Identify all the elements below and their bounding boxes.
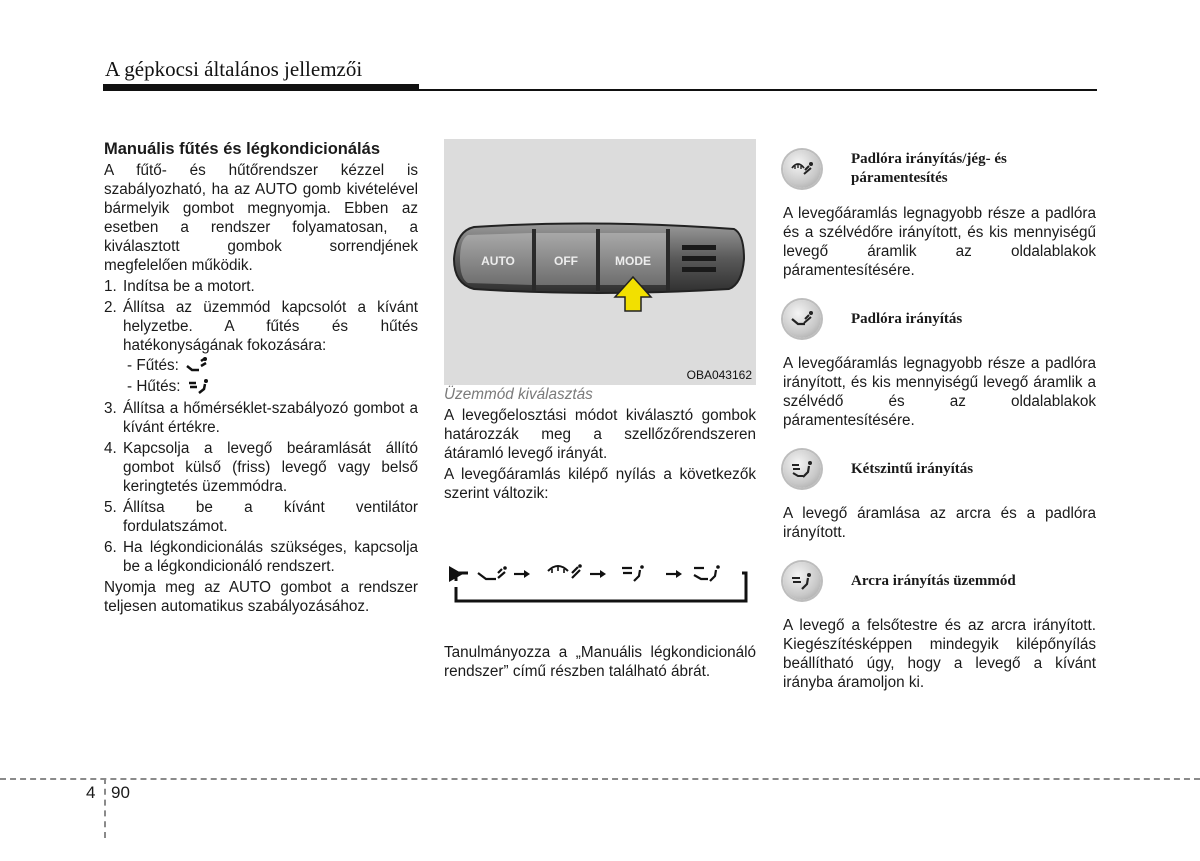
face-vent-icon (187, 378, 211, 396)
outro-paragraph: Nyomja meg az AUTO gombot a rendszer teljesen automatikus szabályozásához. (104, 579, 418, 615)
column-mode-descriptions (783, 148, 1096, 700)
off-button-label: OFF (554, 254, 578, 268)
list-item (104, 498, 418, 536)
list-item (104, 298, 418, 397)
section-title: Manuális fűtés és légkondicionálás (104, 140, 380, 158)
step-text: Indítsa be a motort. (123, 278, 255, 295)
floor-mode-icon (783, 300, 821, 338)
mode-button-illustration (444, 139, 756, 385)
header-rule-thin (419, 89, 1097, 91)
column-manual-heating (104, 138, 418, 618)
face-mode-icon (783, 562, 821, 600)
step-text: Kapcsolja a levegő beáramlását állító gombot külső (friss) levegő vagy belső keringtetés üzemmódra. (123, 440, 418, 495)
mode-header (783, 560, 1096, 602)
footer-vertical-divider (104, 778, 106, 838)
heating-label: - Fűtés: (127, 357, 179, 374)
cooling-option (123, 376, 418, 397)
floor-vent-icon (185, 357, 209, 375)
list-item (104, 538, 418, 576)
mode-description: A levegőáramlás legnagyobb része a padlóra irányított, és kis mennyiségű levegő áramlik a szélvédő és az oldalablakok páramentesítésére. (783, 355, 1096, 429)
paragraph: A levegőelosztási módot kiválasztó gombok határozzák meg a szellőzőrendszeren átáramló levegő irányát. (444, 407, 756, 462)
chapter-number: 4 (86, 783, 96, 802)
page-number: 90 (111, 783, 130, 802)
chapter-title: A gépkocsi általános jellemzői (105, 57, 363, 81)
mode-description: A levegőáramlás legnagyobb része a padlóra és a szélvédőre irányított, és kis mennyiségű levegő áramlik az oldalablakok páramentesítésére. (783, 205, 1096, 279)
control-panel-drawing (444, 139, 756, 385)
mode-cycle-diagram (444, 537, 756, 617)
mode-label: Arcra irányítás üzemmód (851, 572, 1016, 589)
mode-sequence-diagram (444, 537, 756, 617)
figure-code: OBA043162 (686, 368, 752, 382)
step-number: 2. (104, 299, 117, 316)
intro-paragraph: A fűtő- és hűtőrendszer kézzel is szabályozható, ha az AUTO gomb kivételével bármelyik gombot megnyomja. Ebben az esetben a rendszer folyamatosan, a kiválasztott gombok sorrendjének megfelelően működik. (104, 162, 418, 274)
auto-button-label: AUTO (481, 254, 515, 268)
mode-button-label: MODE (615, 254, 651, 268)
step-text: Állítsa be a kívánt ventilátor fordulatszámot. (123, 499, 418, 535)
figure-caption: Üzemmód kiválasztás (444, 386, 593, 403)
paragraph: A levegőáramlás kilépő nyílás a következők szerint változik: (444, 466, 756, 502)
bi-level-mode-icon (783, 450, 821, 488)
step-number: 5. (104, 499, 117, 516)
step-number: 1. (104, 278, 117, 295)
paragraph: Tanulmányozza a „Manuális légkondicionáló rendszer” című részben található ábrát. (444, 644, 756, 680)
heating-option (123, 355, 418, 376)
footer-divider (0, 778, 1200, 780)
mode-header (783, 298, 1096, 340)
mode-description: A levegő a felsőtestre és az arcra irányított. Kiegészítésképpen mindegyik kilépőnyílás beállítható úgy, hogy a levegő a kívánt irányba áramoljon ki. (783, 617, 1096, 691)
mode-header (783, 148, 1096, 190)
mode-label: Kétszintű irányítás (851, 460, 974, 477)
mode-label: Padlóra irányítás/jég- és páramentesítés (851, 151, 1007, 186)
step-text: Ha légkondicionálás szükséges, kapcsolja be a légkondicionáló rendszert. (123, 539, 418, 575)
step-number: 6. (104, 539, 117, 556)
step-text: Állítsa a hőmérséklet-szabályozó gombot a kívánt értékre. (123, 400, 418, 436)
floor-defrost-mode-icon (783, 150, 821, 188)
list-item (104, 277, 418, 296)
mode-item (783, 148, 1096, 280)
step-text: Állítsa az üzemmód kapcsolót a kívánt helyzetbe. A fűtés és hűtés hatékonyságának fokozására: (123, 299, 418, 354)
step-number: 3. (104, 400, 117, 417)
steps-list (104, 277, 418, 576)
header-rule-thick (103, 84, 419, 91)
list-item (104, 439, 418, 496)
step-number: 4. (104, 440, 117, 457)
mode-header (783, 448, 1096, 490)
mode-description: A levegő áramlása az arcra és a padlóra irányított. (783, 505, 1096, 541)
mode-item (783, 298, 1096, 430)
mode-label: Padlóra irányítás (851, 310, 963, 327)
cooling-label: - Hűtés: (127, 378, 181, 395)
list-item (104, 399, 418, 437)
mode-item (783, 448, 1096, 542)
column-mode-selection (444, 385, 756, 683)
mode-item (783, 560, 1096, 692)
